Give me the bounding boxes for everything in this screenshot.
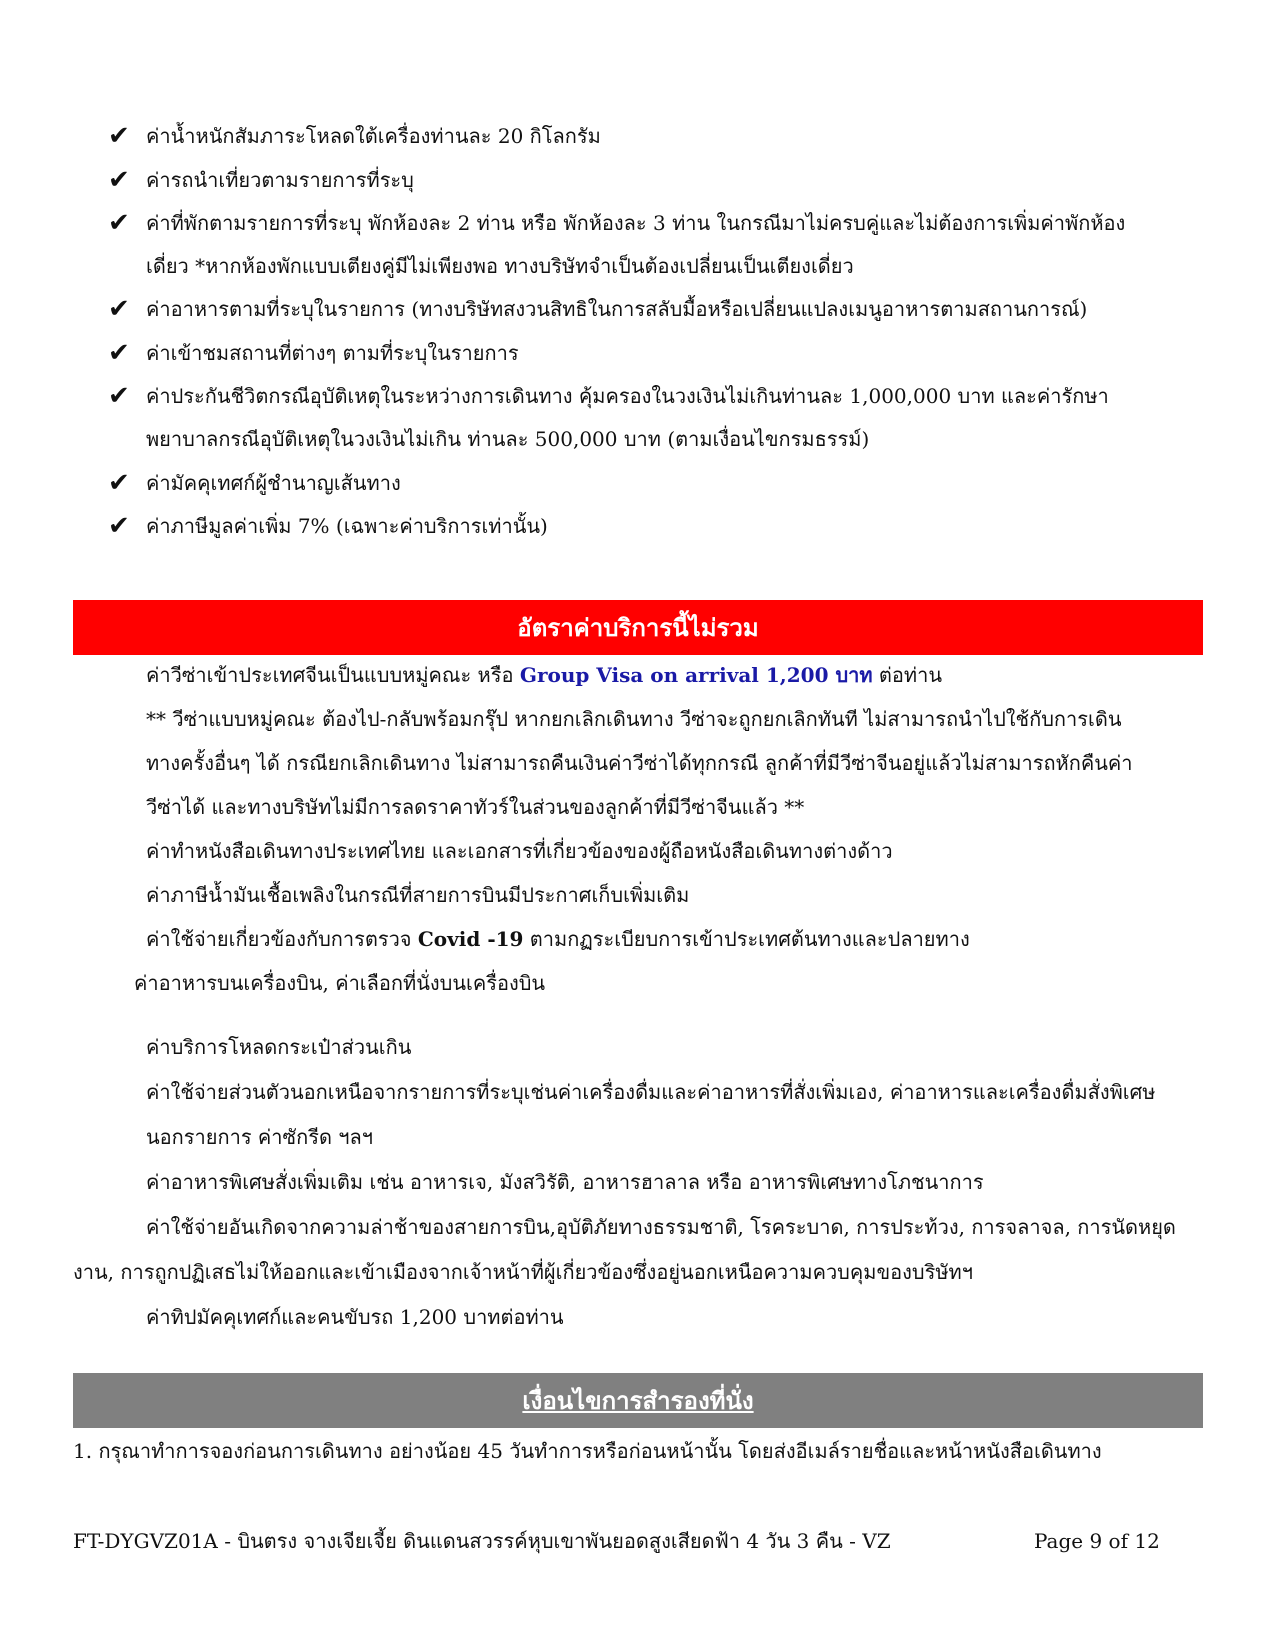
- delay-line: งาน, การถูกปฏิเสธไม่ให้ออกและเข้าเมืองจากเจ้าหน้าที่ผู้เกี่ยวข้องซึ่งอยู่นอกเหนือความควบคุมของบริษัทฯ: [73, 1260, 973, 1284]
- included-item: ค่าอาหารตามที่ระบุในรายการ (ทางบริษัทสงวนสิทธิในการสลับมื้อหรือเปลี่ยนแปลงเมนูอาหารตามสถานการณ์): [146, 297, 1088, 321]
- check-icon: ✔: [108, 511, 130, 541]
- covid-bold: Covid -19: [417, 927, 524, 951]
- personal-line: ค่าใช้จ่ายส่วนตัวนอกเหนือจากรายการที่ระบุเช่นค่าเครื่องดื่มและค่าอาหารที่สั่งเพิ่มเอง, ค่าอาหารและเครื่องดื่มสั่งพิเศษ: [146, 1080, 1156, 1104]
- delay-line: ค่าใช้จ่ายอันเกิดจากความล่าช้าของสายการบิน,อุบัติภัยทางธรรมชาติ, โรคระบาด, การประท้วง, การจลาจล, การนัดหยุด: [146, 1215, 1176, 1239]
- footer-page: Page 9 of 12: [1034, 1529, 1160, 1553]
- personal-line: นอกรายการ ค่าซักรีด ฯลฯ: [146, 1125, 374, 1149]
- booking-heading: เงื่อนไขการสำรองที่นั่ง: [522, 1386, 754, 1415]
- check-icon: ✔: [108, 165, 130, 195]
- check-icon: ✔: [108, 208, 130, 238]
- check-icon: ✔: [108, 121, 130, 151]
- booking-heading-bar: [73, 1373, 1203, 1428]
- visa-note-line: ทางครั้งอื่นๆ ได้ กรณียกเลิกเดินทาง ไม่สามารถคืนเงินค่าวีซ่าได้ทุกกรณี ลูกค้าที่มีวีซ่าจีนอยู่แล้วไม่สามารถหักคืนค่า: [146, 751, 1133, 775]
- check-icon: ✔: [108, 381, 130, 411]
- covid-line: [146, 926, 970, 952]
- visa-note-line: ** วีซ่าแบบหมู่คณะ ต้องไป-กลับพร้อมกรุ๊ป หากยกเลิกเดินทาง วีซ่าจะถูกยกเลิกทันที ไม่สามารถนำไปใช้กับการเดิน: [146, 707, 1122, 731]
- included-item: ค่าเข้าชมสถานที่ต่างๆ ตามที่ระบุในรายการ: [146, 341, 519, 365]
- visa-note-line: วีซ่าได้ และทางบริษัทไม่มีการลดราคาทัวร์ในส่วนของลูกค้าที่มีวีซ่าจีนแล้ว **: [146, 795, 805, 819]
- not-included-heading-bar: [73, 600, 1203, 655]
- not-included-heading: อัตราค่าบริการนี้ไม่รวม: [517, 613, 759, 642]
- covid-suffix: ตามกฏระเบียบการเข้าประเทศต้นทางและปลายทาง: [523, 927, 970, 951]
- fuel-line: ค่าภาษีน้ำมันเชื้อเพลิงในกรณีที่สายการบินมีประกาศเก็บเพิ่มเติม: [146, 883, 690, 907]
- covid-text: ค่าใช้จ่ายเกี่ยวข้องกับการตรวจ: [146, 927, 418, 951]
- included-item: ค่ารถนำเที่ยวตามรายการที่ระบุ: [146, 168, 414, 192]
- tip-line: ค่าทิปมัคคุเทศก์และคนขับรถ 1,200 บาทต่อท่าน: [146, 1305, 564, 1329]
- included-item: ค่าประกันชีวิตกรณีอุบัติเหตุในระหว่างการเดินทาง คุ้มครองในวงเงินไม่เกินท่านละ 1,000,000 บาท และค่ารักษา: [146, 384, 1109, 408]
- included-item: ค่ามัคคุเทศก์ผู้ชำนาญเส้นทาง: [146, 471, 401, 495]
- included-item: ค่าที่พักตามรายการที่ระบุ พักห้องละ 2 ท่าน หรือ พักห้องละ 3 ท่าน ในกรณีมาไม่ครบคู่และไม่ต้องการเพิ่มค่าพักห้อง: [146, 211, 1126, 235]
- passport-line: ค่าทำหนังสือเดินทางประเทศไทย และเอกสารที่เกี่ยวข้องของผู้ถือหนังสือเดินทางต่างด้าว: [146, 839, 893, 863]
- footer-code: FT-DYGVZ01A - บินตรง จางเจียเจี้ย ดินแดนสวรรค์หุบเขาพันยอดสูงเสียดฟ้า 4 วัน 3 คืน - VZ: [73, 1529, 891, 1553]
- visa-line: [146, 662, 942, 688]
- meal-seat-line: ค่าอาหารบนเครื่องบิน, ค่าเลือกที่นั่งบนเครื่องบิน: [134, 971, 546, 995]
- included-item: ค่าน้ำหนักสัมภาระโหลดใต้เครื่องท่านละ 20 กิโลกรัม: [146, 124, 601, 148]
- check-icon: ✔: [108, 468, 130, 498]
- special-meal-line: ค่าอาหารพิเศษสั่งเพิ่มเติม เช่น อาหารเจ, มังสวิรัติ, อาหารฮาลาล หรือ อาหารพิเศษทางโภชนาการ: [146, 1170, 984, 1194]
- included-item-cont: พยาบาลกรณีอุบัติเหตุในวงเงินไม่เกิน ท่านละ 500,000 บาท (ตามเงื่อนไขกรมธรรม์): [146, 427, 870, 451]
- visa-highlight: Group Visa on arrival 1,200 บาท: [519, 663, 873, 687]
- baggage-line: ค่าบริการโหลดกระเป๋าส่วนเกิน: [146, 1035, 412, 1059]
- check-icon: ✔: [108, 294, 130, 324]
- visa-suffix: ต่อท่าน: [872, 663, 943, 687]
- visa-text: ค่าวีซ่าเข้าประเทศจีนเป็นแบบหมู่คณะ หรือ: [146, 663, 520, 687]
- included-item-cont: เดี่ยว *หากห้องพักแบบเตียงคู่มีไม่เพียงพอ ทางบริษัทจำเป็นต้องเปลี่ยนเป็นเตียงเดี่ยว: [146, 254, 854, 278]
- check-icon: ✔: [108, 338, 130, 368]
- included-item: ค่าภาษีมูลค่าเพิ่ม 7% (เฉพาะค่าบริการเท่านั้น): [146, 514, 548, 538]
- booking-item: 1. กรุณาทำการจองก่อนการเดินทาง อย่างน้อย 45 วันทำการหรือก่อนหน้านั้น โดยส่งอีเมล์รายชื่อและหน้าหนังสือเดินทาง: [73, 1439, 1102, 1463]
